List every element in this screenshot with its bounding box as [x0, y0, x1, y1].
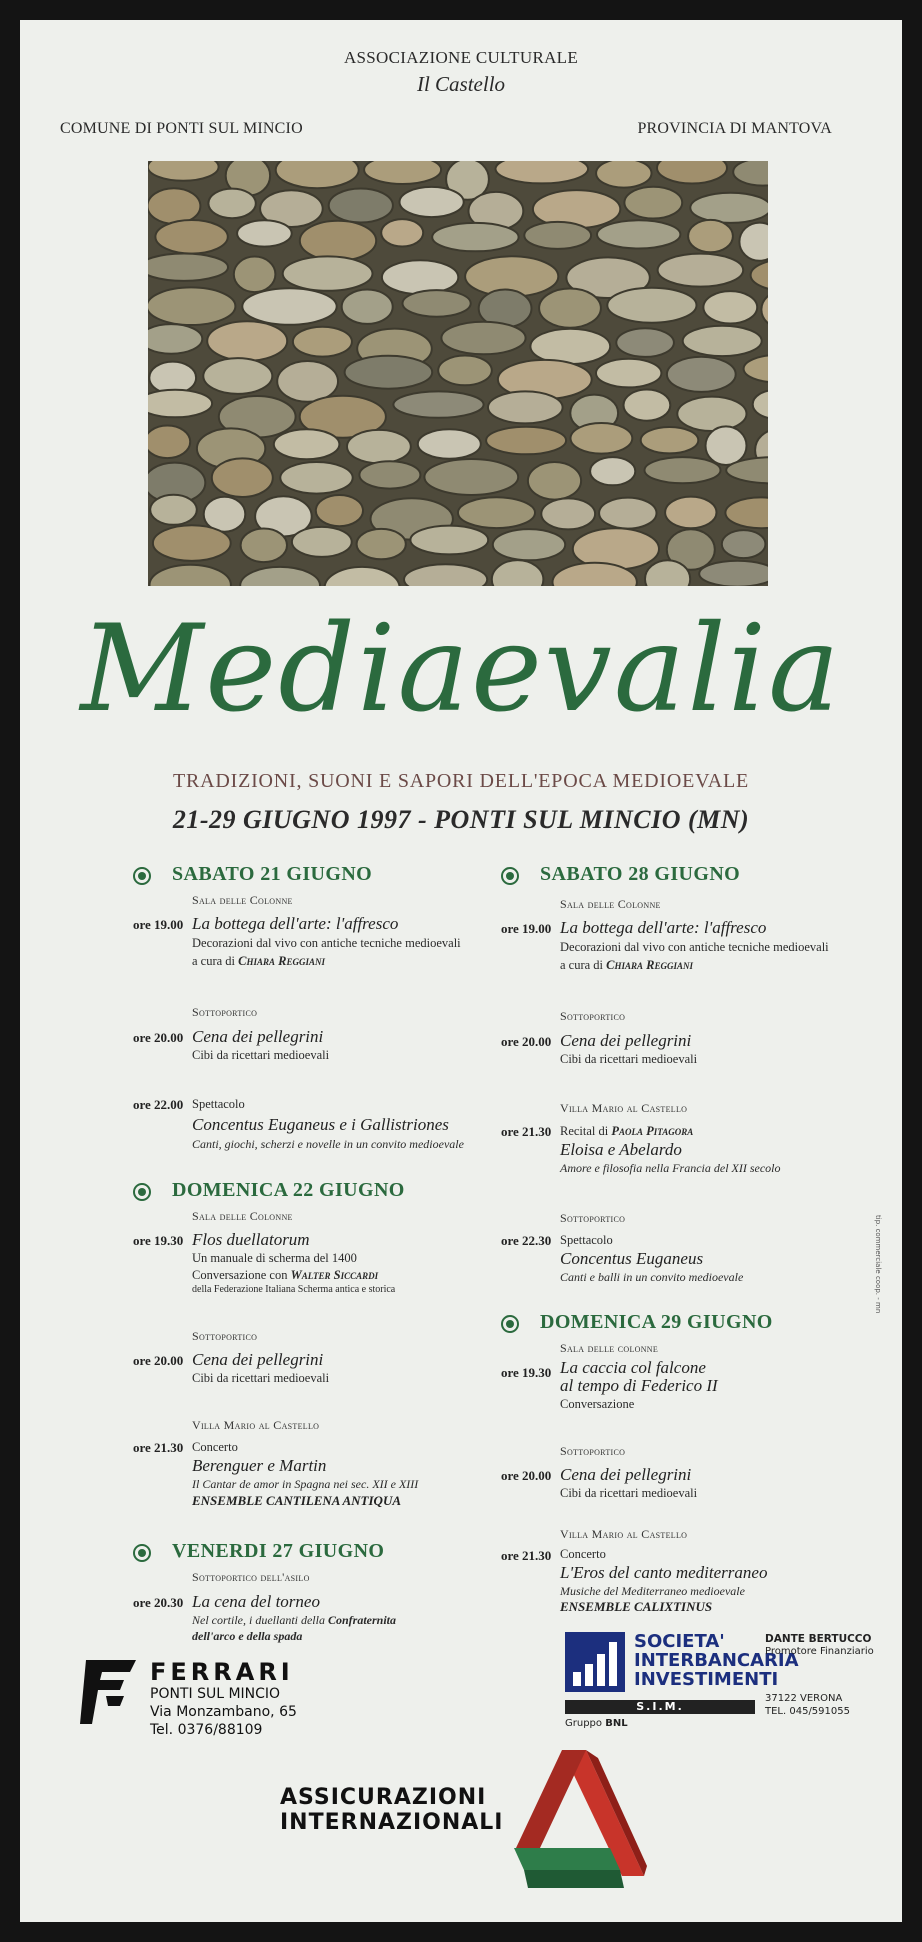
event-title: Cena dei pellegrini: [192, 1350, 324, 1369]
event-place: Sottoportico: [192, 1005, 258, 1019]
sim-bar: S.I.M.: [565, 1700, 755, 1714]
group-label: Gruppo: [565, 1718, 603, 1729]
dante-name: DANTE BERTUCCO: [765, 1633, 872, 1645]
event-time: ore 21.30: [133, 1440, 184, 1455]
event-kind: [560, 1124, 693, 1139]
event-title: Cena dei pellegrini: [560, 1031, 692, 1050]
event-place: Sottoportico dell'asilo: [192, 1570, 310, 1584]
association-line2: Il Castello: [416, 72, 506, 96]
event-place: Sottoportico: [560, 1444, 626, 1458]
poster-subtitle: TRADIZIONI, SUONI E SAPORI DELL'EPOCA MEDIOEVALE: [172, 770, 750, 792]
desc-part: Nel cortile, i duellanti della: [192, 1613, 325, 1627]
sii-line1: SOCIETA': [634, 1631, 725, 1652]
event-desc: Cibi da ricettari medioevali: [192, 1048, 330, 1062]
ferrari-name: FERRARI: [150, 1658, 294, 1686]
flower-icon: [501, 867, 519, 885]
sii-line2: INTERBANCARIA: [634, 1650, 799, 1671]
ferrari-town: PONTI SUL MINCIO: [150, 1686, 281, 1702]
bnl-brand: BNL: [605, 1718, 628, 1729]
event-dates: 21-29 GIUGNO 1997 - PONTI SUL MINCIO (MN): [172, 805, 750, 834]
ferrari-logo-icon: [80, 1658, 138, 1726]
association-line1: ASSOCIAZIONE CULTURALE: [343, 48, 579, 67]
ferrari-phone: Tel. 0376/88109: [150, 1722, 263, 1738]
assicurazioni-line2: INTERNAZIONALI: [280, 1810, 504, 1835]
poster-title: Mediaevalia: [80, 600, 842, 739]
credit-prefix: Conversazione con: [192, 1268, 288, 1282]
day-heading: SABATO 21 GIUGNO: [172, 863, 373, 885]
event-ensemble: ENSEMBLE CANTILENA ANTIQUA: [192, 1493, 402, 1508]
event-desc: della Federazione Italiana Scherma antica e storica: [192, 1284, 396, 1295]
event-place: Sottoportico: [560, 1009, 626, 1023]
event-kind: Spettacolo: [192, 1097, 245, 1111]
desc-bold: Confraternita: [327, 1613, 396, 1627]
event-time: ore 21.30: [501, 1124, 552, 1139]
event-title: La bottega dell'arte: l'affresco: [192, 914, 399, 933]
event-title: Flos duellatorum: [192, 1230, 310, 1249]
dante-city: 37122 VERONA: [765, 1693, 843, 1704]
event-place: Villa Mario al Castello: [192, 1418, 320, 1432]
event-desc: Decorazioni dal vivo con antiche tecniche medioevali: [560, 940, 829, 954]
event-desc: Conversazione: [560, 1397, 635, 1411]
event-desc: Decorazioni dal vivo con antiche tecniche medioevali: [192, 936, 461, 950]
dante-phone: TEL. 045/591055: [765, 1706, 850, 1717]
event-place: Sottoportico: [192, 1329, 258, 1343]
printer-credit: tip. commerciale coop. - mn: [874, 1215, 882, 1314]
event-time: ore 20.00: [501, 1034, 552, 1049]
event-place: Villa Mario al Castello: [560, 1101, 688, 1115]
kind-label: Recital di: [560, 1124, 609, 1138]
credit-name: Chiara Reggiani: [238, 954, 325, 968]
event-desc: Canti e balli in un convito medioevale: [560, 1270, 744, 1284]
event-title: Cena dei pellegrini: [560, 1465, 692, 1484]
event-title: La bottega dell'arte: l'affresco: [560, 918, 767, 937]
event-desc: Cibi da ricettari medioevali: [560, 1486, 698, 1500]
sii-logo-icon: [565, 1632, 625, 1692]
flower-icon: [133, 1544, 151, 1562]
event-time: ore 20.00: [133, 1353, 184, 1368]
performer-name: Paola Pitagora: [611, 1124, 694, 1138]
event-desc: Un manuale di scherma del 1400: [192, 1251, 357, 1265]
event-place: Sala delle Colonne: [560, 897, 661, 911]
event-time: ore 20.00: [501, 1468, 552, 1483]
day-heading: DOMENICA 29 GIUGNO: [540, 1311, 773, 1333]
event-place: Sala delle Colonne: [192, 1209, 293, 1223]
flower-icon: [133, 1183, 151, 1201]
event-time: ore 19.00: [501, 921, 552, 936]
comune-label: COMUNE DI PONTI SUL MINCIO: [60, 120, 303, 137]
event-time: ore 19.30: [501, 1365, 552, 1380]
event-time: ore 22.30: [501, 1233, 552, 1248]
event-place: Sottoportico: [560, 1211, 626, 1225]
stone-wall-photo: [148, 161, 768, 586]
event-kind: Concerto: [192, 1440, 238, 1454]
event-desc: Cibi da ricettari medioevali: [560, 1052, 698, 1066]
credit-name: Chiara Reggiani: [606, 958, 693, 972]
event-title: Concentus Euganeus e i Gallistriones: [192, 1115, 449, 1134]
event-place: Sala delle Colonne: [192, 893, 293, 907]
event-kind: Spettacolo: [560, 1233, 613, 1247]
dante-role: Promotore Finanziario: [765, 1646, 874, 1657]
event-time: ore 20.00: [133, 1030, 184, 1045]
event-title: L'Eros del canto mediterraneo: [560, 1563, 768, 1582]
event-time: ore 19.30: [133, 1233, 184, 1248]
credit-prefix: a cura di: [192, 954, 236, 968]
event-credit: [560, 958, 693, 973]
flower-icon: [133, 867, 151, 885]
flower-icon: [501, 1315, 519, 1333]
event-desc: Canti, giochi, scherzi e novelle in un convito medioevale: [192, 1137, 464, 1151]
event-desc: Cibi da ricettari medioevali: [192, 1371, 330, 1385]
event-time: ore 21.30: [501, 1548, 552, 1563]
provincia-label: PROVINCIA DI MANTOVA: [637, 120, 832, 137]
event-desc: Il Cantar de amor in Spagna nei sec. XII e XIII: [192, 1477, 419, 1491]
assicurazioni-logo-icon: [512, 1748, 647, 1890]
event-ensemble: ENSEMBLE CALIXTINUS: [560, 1599, 713, 1614]
bnl-group: [565, 1718, 628, 1729]
event-time: ore 22.00: [133, 1097, 184, 1112]
day-heading: DOMENICA 22 GIUGNO: [172, 1179, 405, 1201]
stone-wall-illustration: [148, 161, 768, 586]
assicurazioni-line1: ASSICURAZIONI: [280, 1785, 487, 1810]
event-place: Sala delle colonne: [560, 1341, 659, 1355]
event-time: ore 19.00: [133, 917, 184, 932]
event-title: al tempo di Federico II: [560, 1376, 718, 1395]
ferrari-address: Via Monzambano, 65: [150, 1704, 297, 1720]
event-title: Concentus Euganeus: [560, 1249, 704, 1268]
event-time: ore 20.30: [133, 1595, 184, 1610]
event-desc: dell'arco e della spada: [192, 1629, 303, 1643]
event-place: Villa Mario al Castello: [560, 1527, 688, 1541]
event-desc: [192, 1613, 396, 1628]
event-kind: Concerto: [560, 1547, 606, 1561]
day-heading: VENERDI 27 GIUGNO: [172, 1540, 385, 1562]
event-title: Eloisa e Abelardo: [560, 1140, 682, 1159]
poster: [20, 20, 902, 1922]
credit-prefix: a cura di: [560, 958, 604, 972]
event-desc: Musiche del Mediterraneo medioevale: [560, 1584, 745, 1598]
event-title: La cena del torneo: [192, 1592, 320, 1611]
event-desc: Amore e filosofia nella Francia del XII secolo: [560, 1161, 781, 1175]
credit-name: Walter Siccardi: [290, 1268, 379, 1282]
sii-line3: INVESTIMENTI: [634, 1669, 779, 1690]
event-credit: [192, 954, 325, 969]
event-credit: [192, 1268, 378, 1283]
event-title: Cena dei pellegrini: [192, 1027, 324, 1046]
day-heading: SABATO 28 GIUGNO: [540, 863, 741, 885]
event-title: Berenguer e Martin: [192, 1456, 327, 1475]
event-title: La caccia col falcone: [560, 1358, 706, 1377]
